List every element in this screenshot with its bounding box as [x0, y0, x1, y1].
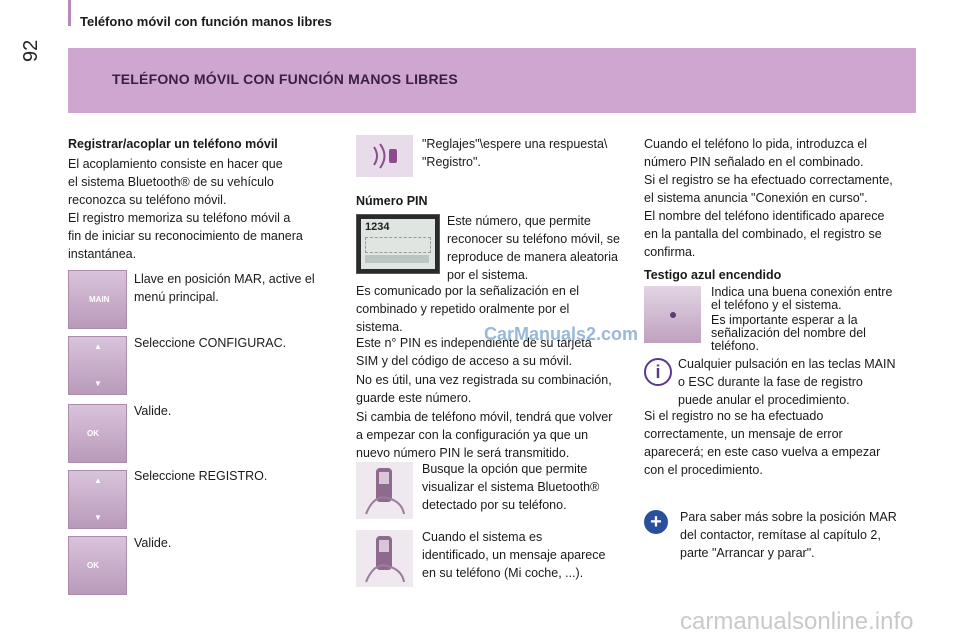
- col3-paragraph-4: Si el registro no se ha efectuado correctamente, un mensaje de error aparecerá; en este caso vuelva a empezar con el procedimiento.: [644, 409, 881, 477]
- down-arrow-icon: ▼: [94, 379, 102, 388]
- header-title: Teléfono móvil con función manos libres: [80, 14, 332, 29]
- step-3-text: Valide.: [134, 404, 172, 418]
- led-heading: Testigo azul encendido: [644, 268, 782, 282]
- col3-paragraph-1: Cuando el teléfono lo pida, introduzca el número PIN señalado en el combinado.: [644, 137, 868, 169]
- col2-paragraph-2: Este n° PIN es independiente de su tarjeta SIM y del código de acceso a su móvil.: [356, 336, 592, 368]
- watermark: CarManuals2.com: [484, 324, 639, 344]
- up-arrow-icon: ▲: [94, 476, 102, 485]
- header-accent-bar: [68, 0, 71, 26]
- note-text: Para saber más sobre la posición MAR del contactor, remítase al capítulo 2, parte "Arrancar y parar".: [680, 510, 897, 560]
- info-icon: i: [644, 358, 672, 386]
- registrar-heading: Registrar/acoplar un teléfono móvil: [68, 137, 278, 151]
- ok-button-image: OK: [68, 404, 127, 463]
- arrow-buttons-image-2: [68, 470, 127, 529]
- phone-text-1: Busque la opción que permite visualizar el sistema Bluetooth® detectado por su teléfono.: [422, 462, 600, 512]
- col3-paragraph-2: Si el registro se ha efectuado correctamente, el sistema anuncia "Conexión en curso".: [644, 173, 893, 205]
- info-text: Cualquier pulsación en las teclas MAIN o ESC durante la fase de registro puede anular el procedimiento.: [678, 357, 896, 407]
- blue-led-image: [644, 286, 701, 343]
- main-button-image: MAIN: [68, 270, 127, 329]
- step-5-text: Valide.: [134, 536, 172, 550]
- step-4-text: Seleccione REGISTRO.: [134, 469, 268, 483]
- voice-command-text: "Reglajes"\espere una respuesta\ "Registro".: [422, 137, 608, 169]
- col1-paragraph-1: El acoplamiento consiste en hacer que el sistema Bluetooth® de su vehículo reconozca su teléfono móvil.: [68, 157, 283, 207]
- down-arrow-icon: ▼: [94, 513, 102, 522]
- ok-button-image-2: OK: [68, 536, 127, 595]
- col1-paragraph-2: El registro memoriza su teléfono móvil a fin de iniciar su reconocimiento de manera instantánea.: [68, 211, 303, 261]
- footer-watermark: carmanualsonline.info: [680, 608, 914, 635]
- up-arrow-icon: ▲: [94, 342, 102, 351]
- col2-paragraph-1: Es comunicado por la señalización en el combinado y repetido oralmente por el sistema.: [356, 284, 580, 334]
- col2-paragraph-3: No es útil, una vez registrada su combinación, guarde este número.: [356, 373, 612, 405]
- step-1-text: Llave en posición MAR, active el menú principal.: [134, 272, 315, 304]
- led-text-1: Indica una buena conexión entre el teléfono y el sistema.: [711, 285, 893, 312]
- arrow-buttons-image: [68, 336, 127, 395]
- pin-heading: Número PIN: [356, 194, 428, 208]
- step-2-text: Seleccione CONFIGURAC.: [134, 336, 287, 350]
- led-icon: [670, 312, 676, 318]
- col2-paragraph-4: Si cambia de teléfono móvil, tendrá que volver a empezar con la configuración ya que un nuevo número PIN le será transmitido.: [356, 410, 613, 460]
- phone-in-hand-image-2: [356, 530, 413, 587]
- phone-in-hand-image: [356, 462, 413, 519]
- banner-title: TELÉFONO MÓVIL CON FUNCIÓN MANOS LIBRES: [112, 71, 458, 87]
- page-number: 92: [20, 39, 42, 62]
- col3-paragraph-3: El nombre del teléfono identificado aparece en la pantalla del combinado, el registro se confirma.: [644, 209, 885, 259]
- voice-command-icon: [356, 135, 413, 177]
- pin-text: Este número, que permite reconocer su teléfono móvil, se reproduce de manera aleatoria por el sistema.: [447, 214, 621, 282]
- plus-icon: +: [644, 510, 668, 534]
- dashboard-display-image: 1234: [356, 214, 440, 274]
- led-text-2: Es importante esperar a la señalización del nombre del teléfono.: [711, 313, 866, 353]
- phone-text-2: Cuando el sistema es identificado, un mensaje aparece en su teléfono (Mi coche, ...).: [422, 530, 606, 580]
